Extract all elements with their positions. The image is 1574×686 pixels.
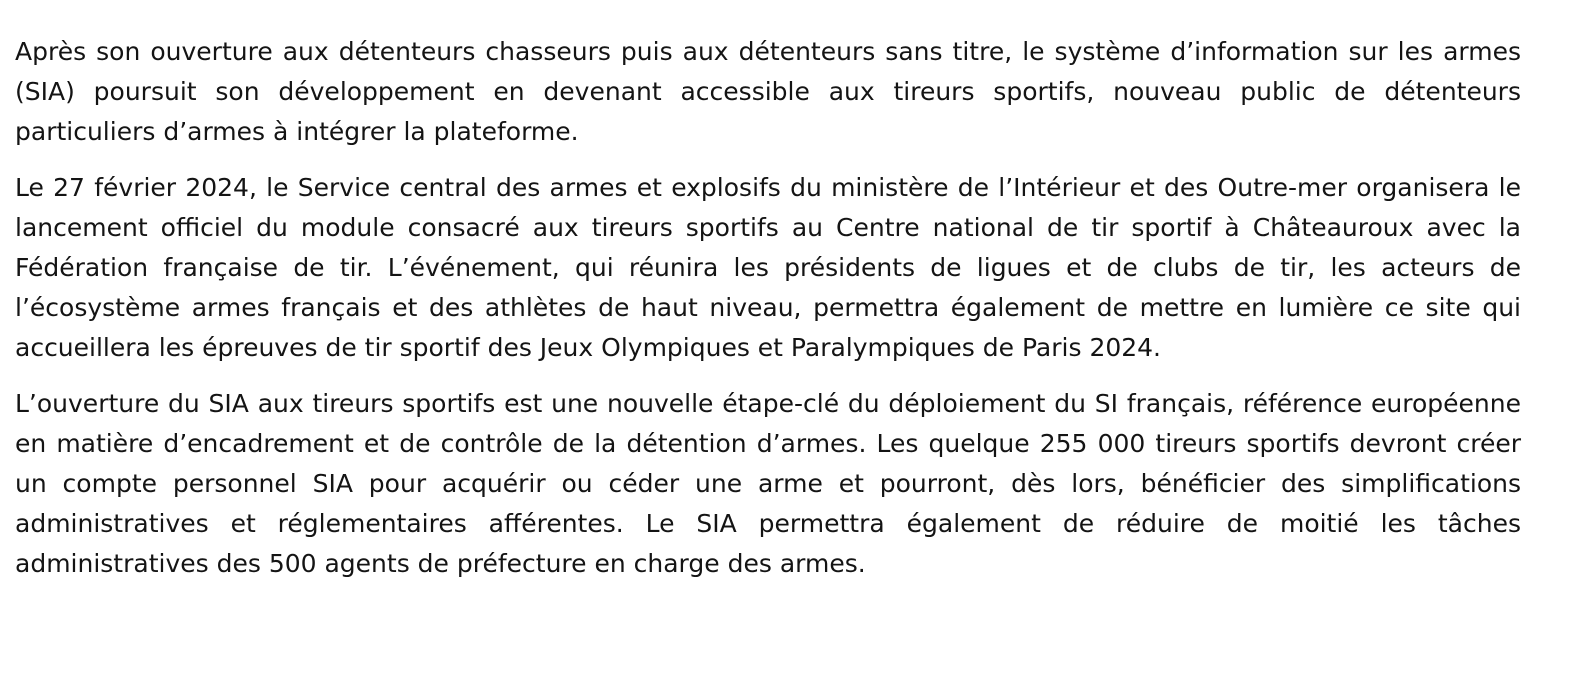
paragraph-deployment-benefits: L’ouverture du SIA aux tireurs sportifs est une nouvelle étape-clé du déploiement du SI français, référence européenne en matière d’encadrement et de contrôle de la détention d’armes. Les quelque 255 000 tireurs sportifs devront créer un compte personnel SIA pour acquérir ou céder une arme et pourront, dès lors, bénéficier des simplifications administratives et réglementaires afférentes. Le SIA permettra également de réduire de moitié les tâches administratives des 500 agents de préfecture en charge des armes. xyxy=(15,389,1521,578)
paragraph-launch-event: Le 27 février 2024, le Service central des armes et explosifs du ministère de l’Intérieur et des Outre-mer organisera le lancement officiel du module consacré aux tireurs sportifs au Centre national de tir sportif à Châteauroux avec la Fédération française de tir. L’événement, qui réunira les présidents de ligues et de clubs de tir, les acteurs de l’écosystème armes français et des athlètes de haut niveau, permettra également de mettre en lumière ce site qui accueillera les épreuves de tir sportif des Jeux Olympiques et Paralympiques de Paris 2024. xyxy=(15,173,1521,362)
paragraph-sia-opening: Après son ouverture aux détenteurs chasseurs puis aux détenteurs sans titre, le système d’information sur les armes (SIA) poursuit son développement en devenant accessible aux tireurs sportifs, nouveau public de détenteurs particuliers d’armes à intégrer la plateforme. xyxy=(15,37,1521,146)
document-body xyxy=(15,0,1521,584)
